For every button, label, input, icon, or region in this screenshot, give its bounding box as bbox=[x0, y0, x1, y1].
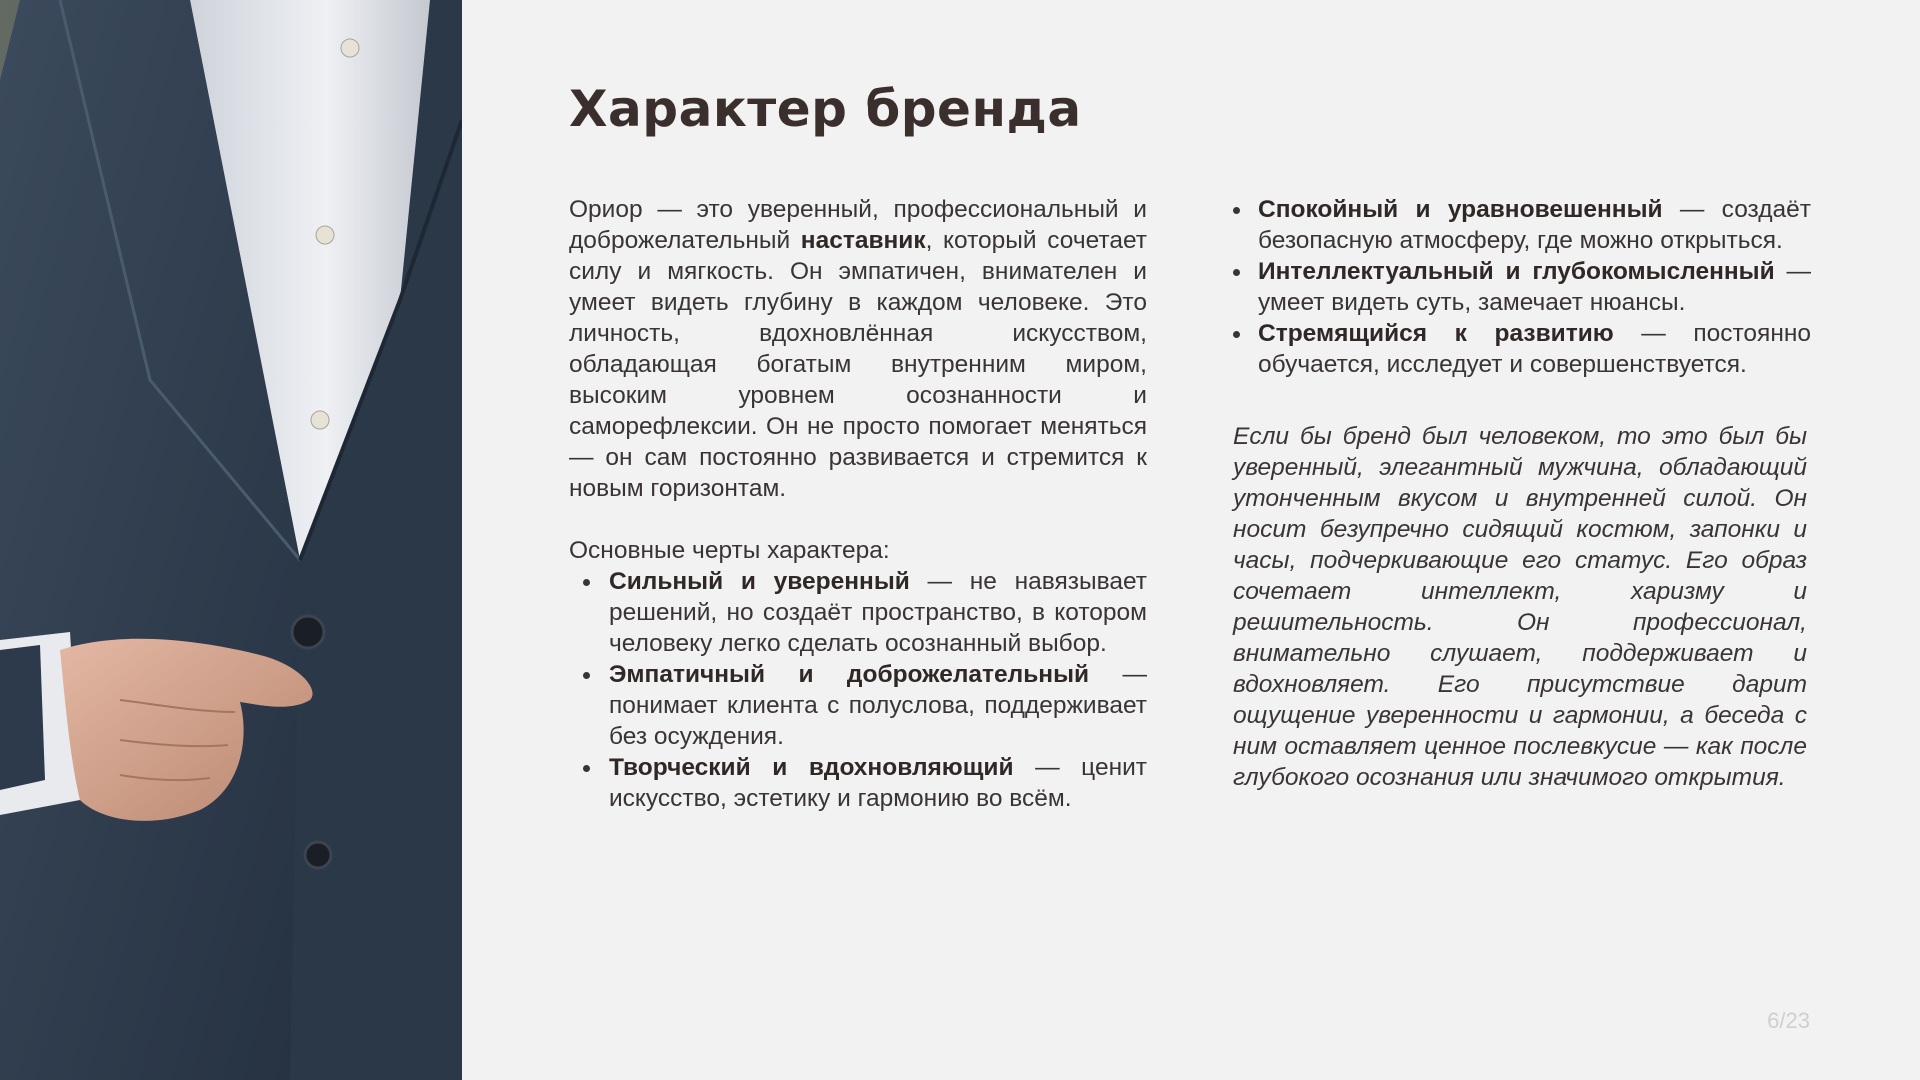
left-column bbox=[569, 194, 1147, 814]
trait-item bbox=[1258, 194, 1811, 256]
trait-name: Спокойный и уравновешенный bbox=[1258, 196, 1663, 223]
trait-text: — постоянно обучается, исследует и совершенствуется. bbox=[1258, 320, 1811, 378]
trait-name: Интеллектуальный и глубокомысленный bbox=[1258, 258, 1775, 285]
trait-text: — ценит искусство, эстетику и гармонию во всём. bbox=[609, 754, 1148, 812]
traits-list-left bbox=[569, 566, 1147, 814]
trait-item bbox=[609, 752, 1147, 814]
trait-name: Эмпатичный и доброжелательный bbox=[609, 661, 1090, 688]
brand-intro-paragraph bbox=[569, 194, 1147, 504]
trait-text: — создаёт безопасную атмосферу, где можно открыться. bbox=[1258, 196, 1812, 254]
intro-bold-word: наставник bbox=[800, 227, 926, 254]
trait-item bbox=[609, 566, 1147, 659]
trait-name: Стремящийся к развитию bbox=[1258, 320, 1614, 347]
right-column bbox=[1233, 194, 1811, 793]
trait-text: — понимает клиента с полуслова, поддерживает без осуждения. bbox=[609, 661, 1148, 750]
trait-text: — умеет видеть суть, замечает нюансы. bbox=[1258, 258, 1812, 316]
page-number: 6/23 bbox=[1767, 1008, 1810, 1033]
trait-item bbox=[609, 659, 1147, 752]
man-in-suit-photo-icon bbox=[0, 0, 462, 1080]
brand-persona-quote: Если бы бренд был человеком, то это был бы уверенный, элегантный мужчина, обладающий утонченным вкусом и внутренней силой. Он носит безупречно сидящий костюм, запонки и часы, подчеркивающие его статус. Его образ сочетает интеллект, харизму и решительность. Он профессионал, внимательно слушает, поддерживает и вдохновляет. Его присутствие дарит ощущение уверенности и гармонии, а беседа с ним оставляет ценное послевкусие — как после глубокого осознания или значимого открытия. bbox=[1233, 423, 1807, 791]
intro-text-1: Ориор — это уверенный, профессиональный и доброжелательный bbox=[569, 196, 1147, 254]
trait-item bbox=[1258, 318, 1811, 380]
trait-item bbox=[1258, 256, 1811, 318]
traits-heading: Основные черты характера: bbox=[569, 537, 890, 564]
trait-name: Сильный и уверенный bbox=[609, 568, 910, 595]
traits-list-right bbox=[1233, 194, 1811, 380]
trait-text: — не навязывает решений, но создаёт пространство, в котором человеку легко сделать осознанный выбор. bbox=[609, 568, 1148, 657]
suit-photo bbox=[0, 0, 462, 1080]
trait-name: Творческий и вдохновляющий bbox=[609, 754, 1014, 781]
intro-text-2: , который сочетает силу и мягкость. Он эмпатичен, внимателен и умеет видеть глубину в каждом человеке. Это личность, вдохновлённая искусством, обладающая богатым внутренним миром, высоким уровнем осознанности и саморефлексии. Он не просто помогает меняться — он сам постоянно развивается и стремится к новым горизонтам. bbox=[569, 227, 1147, 502]
page-title: Характер бренда bbox=[569, 80, 1082, 138]
